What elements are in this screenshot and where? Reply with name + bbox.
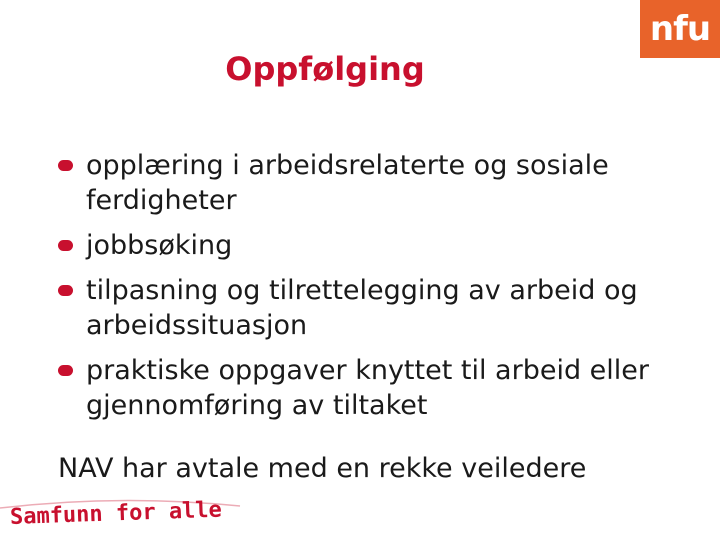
bullet-text: jobbsøking [86, 230, 233, 261]
bullet-item [58, 353, 698, 423]
bullet-dot-icon [58, 285, 73, 296]
slide-title: Oppfølging [225, 50, 425, 88]
nfu-logo: nfu [640, 0, 720, 58]
closing-line: NAV har avtale med en rekke veiledere [58, 453, 587, 484]
bullet-text: praktiske oppgaver knyttet til arbeid eller gjennomføring av tiltaket [86, 355, 649, 421]
bullet-text: tilpasning og tilrettelegging av arbeid og arbeidssituasjon [86, 275, 638, 341]
bullet-item [58, 273, 698, 343]
bullet-dot-icon [58, 240, 73, 251]
bullet-item [58, 148, 698, 218]
tagline: Samfunn for alle [9, 497, 223, 530]
bullet-dot-icon [58, 160, 73, 171]
bullet-list [58, 148, 698, 433]
bullet-text: opplæring i arbeidsrelaterte og sosiale ferdigheter [86, 150, 609, 216]
bullet-item [58, 228, 698, 263]
bullet-dot-icon [58, 365, 73, 376]
